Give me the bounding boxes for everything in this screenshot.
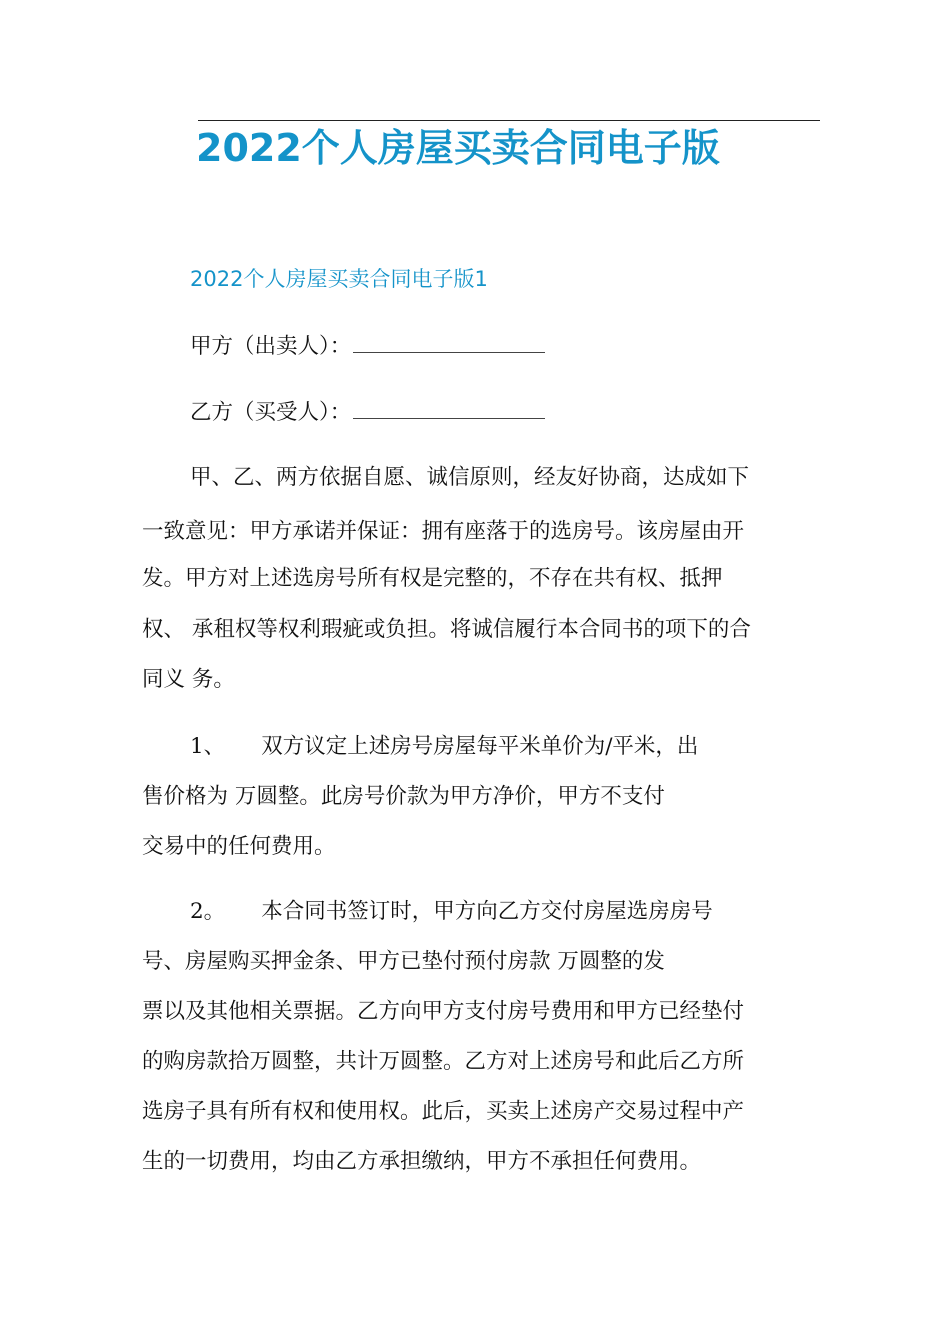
party-a-label: 甲方（出卖人）： (190, 334, 352, 359)
party-a-line (190, 331, 545, 363)
clause-1-text: 双方议定上述房号房屋每平米单价为/平米，出 (261, 734, 699, 759)
party-b-line (190, 397, 545, 429)
clause-2-line: 的购房款拾万圆整，共计万圆整。乙方对上述房号和此后乙方所 (142, 1049, 745, 1074)
party-a-blank (353, 332, 545, 353)
clause-2-text: 本合同书签订时，甲方向乙方交付房屋选房房号 (261, 899, 713, 924)
intro-line: 发。甲方对上述选房号所有权是完整的，不存在共有权、抵押 (142, 566, 723, 591)
intro-line: 一致意见：甲方承诺并保证：拥有座落于的选房号。该房屋由开 (142, 519, 745, 544)
clause-2-line: 选房子具有所有权和使用权。此后，买卖上述房产交易过程中产 (142, 1099, 745, 1124)
intro-line: 权、 承租权等权利瑕疵或负担。将诚信履行本合同书的项下的合 (142, 617, 751, 642)
clause-1-line: 售价格为 万圆整。此房号价款为甲方净价，甲方不支付 (142, 784, 665, 809)
intro-line: 同义 务。 (142, 667, 235, 692)
section-subtitle: 2022个人房屋买卖合同电子版1 (190, 267, 488, 291)
document-title: 2022个人房屋买卖合同电子版 (196, 126, 720, 170)
clause-1-line: 交易中的任何费用。 (142, 834, 336, 859)
clause-2-line: 号、房屋购买押金条、甲方已垫付预付房款 万圆整的发 (142, 949, 665, 974)
clause-2-number: 2。 (190, 899, 226, 924)
header-rule (198, 120, 820, 121)
clause-2-first-line (190, 896, 713, 928)
clause-1-first-line (190, 731, 698, 763)
clause-2-line: 票以及其他相关票据。乙方向甲方支付房号费用和甲方已经垫付 (142, 999, 745, 1024)
clause-2-line: 生的一切费用，均由乙方承担缴纳，甲方不承担任何费用。 (142, 1149, 702, 1174)
intro-line: 甲、乙、两方依据自愿、诚信原则，经友好协商，达成如下 (190, 465, 750, 490)
clause-1-number: 1、 (190, 734, 226, 759)
party-b-label: 乙方（买受人）： (190, 400, 352, 425)
party-b-blank (353, 398, 545, 419)
